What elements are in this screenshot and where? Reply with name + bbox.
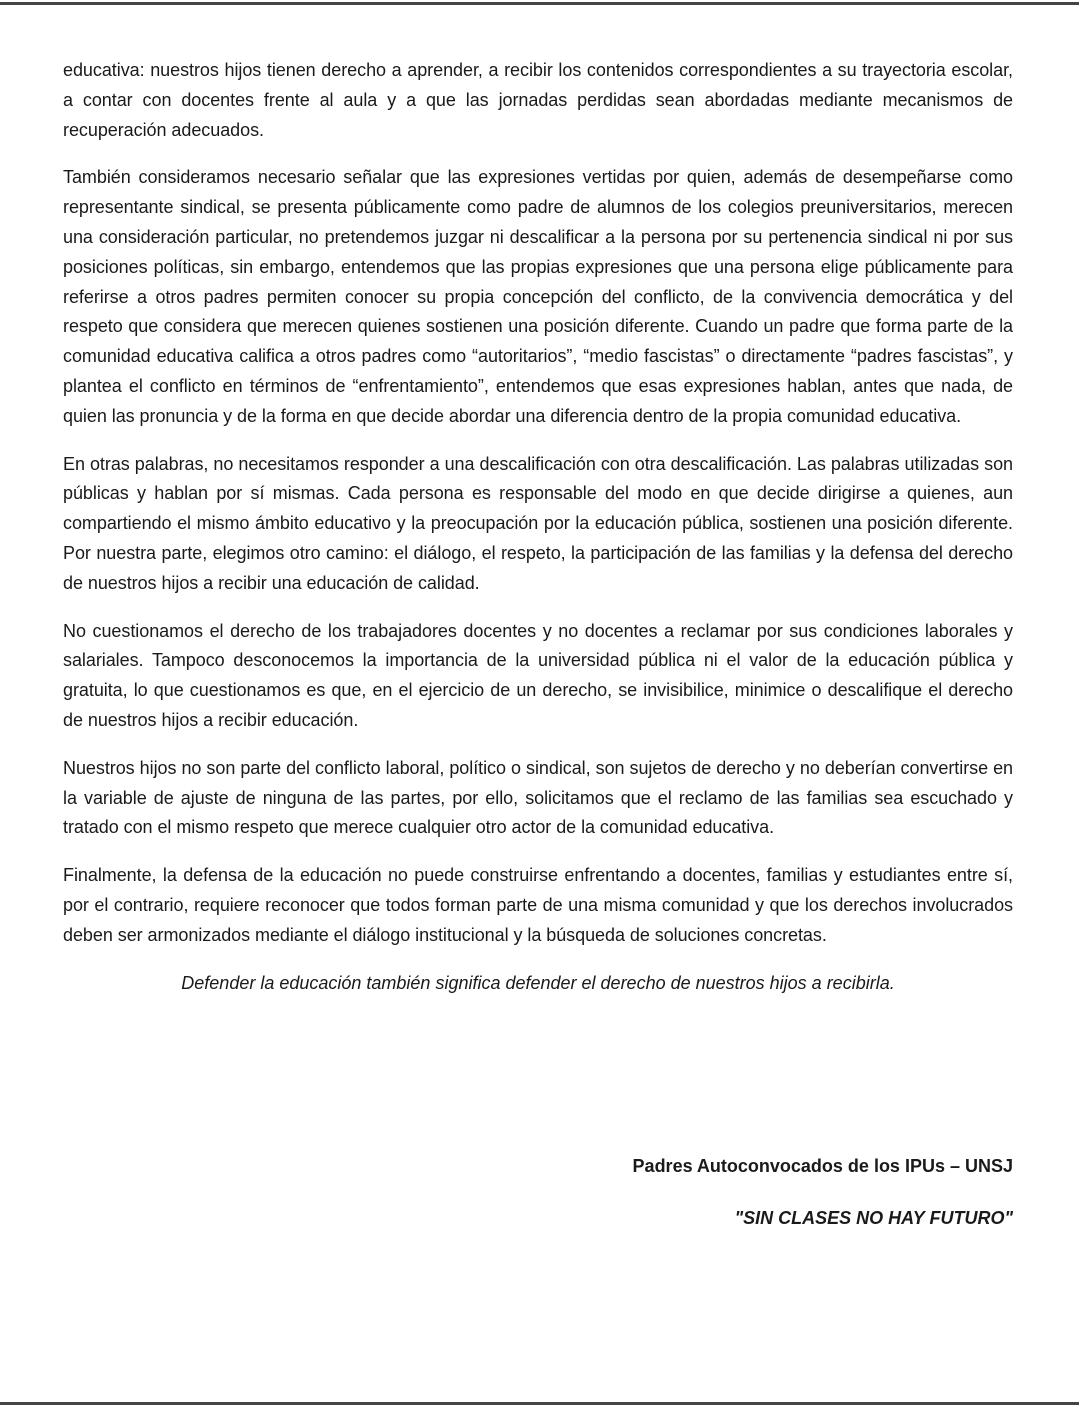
- paragraph-labor-rights: No cuestionamos el derecho de los trabajadores docentes y no docentes a reclamar por sus condiciones laborales y salariales. Tampoco desconocemos la importancia de la universidad pública ni el valor de la educación pública y gratuita, lo que cuestionamos es que, en el ejercicio de un derecho, se invisibilice, minimice o descalifique el derecho de nuestros hijos a recibir educación.: [63, 620, 1013, 730]
- document-body: [63, 56, 1013, 998]
- paragraph-union-representative: También consideramos necesario señalar que las expresiones vertidas por quien, además de desempeñarse como representante sindical, se presenta públicamente como padre de alumnos de los colegios preuniversitarios, merecen una consideración particular, no pretendemos juzgar ni descalificar a la persona por su pertenencia sindical ni por sus posiciones políticas, sin embargo, entendemos que las propias expresiones que una persona elige públicamente para referirse a otros padres permiten conocer su propia concepción del conflicto, de la convivencia democrática y del respeto que considera que merecen quienes sostienen una posición diferente. Cuando un padre que forma parte de la comunidad educativa califica a otros padres como “autoritarios”, “medio fascistas” o directamente “padres fascistas”, y plantea el conflicto en términos de “enfrentamiento”, entendemos que esas expresiones hablan, antes que nada, de quien las pronuncia y de la forma en que decide abordar una diferencia dentro de la propia comunidad educativa.: [63, 167, 1013, 426]
- paragraph-continuation: educativa: nuestros hijos tienen derecho a aprender, a recibir los contenidos correspondientes a su trayectoria escolar, a contar con docentes frente al aula y a que las jornadas perdidas sean abordadas mediante mecanismos de recuperación adecuados.: [63, 60, 1013, 140]
- bottom-border-line: [0, 1402, 1079, 1405]
- signature-slogan: "SIN CLASES NO HAY FUTURO": [734, 1208, 1013, 1228]
- signature-organization: Padres Autoconvocados de los IPUs – UNSJ: [632, 1156, 1013, 1176]
- closing-motto: Defender la educación también significa defender el derecho de nuestros hijos a recibirla.: [181, 972, 895, 993]
- paragraph-other-words: En otras palabras, no necesitamos responder a una descalificación con otra descalificación. Las palabras utilizadas son públicas y hablan por sí mismas. Cada persona es responsable del modo en que decide dirigirse a quienes, aun compartiendo el mismo ámbito educativo y la preocupación por la educación pública, sostienen una posición diferente. Por nuestra parte, elegimos otro camino: el diálogo, el respeto, la participación de las familias y la defensa del derecho de nuestros hijos a recibir una educación de calidad.: [63, 453, 1013, 593]
- paragraph-children-rights: Nuestros hijos no son parte del conflicto laboral, político o sindical, son sujetos de derecho y no deberían convertirse en la variable de ajuste de ninguna de las partes, por ello, solicitamos que el reclamo de las familias sea escuchado y tratado con el mismo respeto que merece cualquier otro actor de la comunidad educativa.: [63, 757, 1013, 838]
- paragraph-conclusion: Finalmente, la defensa de la educación no puede construirse enfrentando a docentes, familias y estudiantes entre sí, por el contrario, requiere reconocer que todos forman parte de una misma comunidad y que los derechos involucrados deben ser armonizados mediante el diálogo institucional y la búsqueda de soluciones concretas.: [63, 865, 1013, 945]
- top-border-line: [0, 2, 1079, 5]
